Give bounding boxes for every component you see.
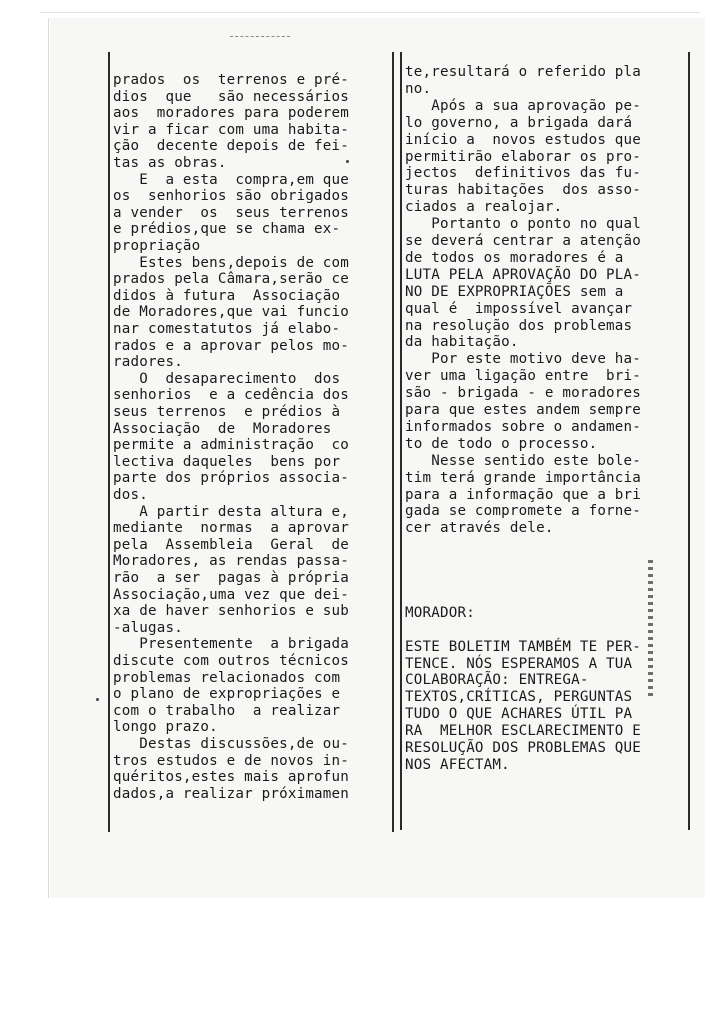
left-column-line: a vender os seus terrenos [113,204,350,221]
left-column-line: dos. [113,487,148,503]
left-column-line: com o trabalho a realizar [113,702,341,719]
page-top-edge [40,12,700,13]
right-column-line: gada se compromete a forne- [405,503,642,520]
right-column-line: turas habitações dos asso- [405,182,642,199]
left-column-line: propriação [113,238,201,254]
right-column-line: tim terá grande importância [405,469,642,486]
left-column-line: ção decente depois de fei- [113,138,350,155]
left-column [108,52,394,832]
left-column-line: de Moradores,que vai funcio [113,304,350,321]
left-column-line: Moradores, as rendas passa- [113,553,350,570]
right-column-line: informados sobre o andamen- [405,418,642,435]
left-column-line: discute com outros técnicos [113,653,350,669]
left-column-line: Associação de Moradores [113,420,332,437]
left-column-line: Estes bens,depois de com [113,254,350,271]
right-column-line: se deverá centrar a atenção [405,233,642,249]
left-column-line: -alugas. [113,619,183,636]
left-column-line: e prédios,que se chama ex- [113,221,341,238]
right-column-line: TUDO O QUE ACHARES ÚTIL PA [405,706,633,723]
right-column-line: to de todo o processo. [405,435,598,452]
left-column-line: aos moradores para poderem [113,105,350,122]
page-left-edge [48,18,49,898]
left-column-line: rão a ser pagas à própria [113,570,350,586]
right-column-line: para que estes andem sempre [405,402,642,418]
left-column-line: rados e a aprovar pelos mo- [113,337,350,354]
left-column-line: vir a ficar com uma habita- [113,121,350,138]
left-column-line: o plano de expropriações e [113,686,341,703]
left-column-line: longo prazo. [113,719,218,736]
right-column-line: permitirão elaborar os pro- [405,148,642,165]
left-column-line: problemas relacionados com [113,669,341,686]
right-column-line: ESTE BOLETIM TAMBÉM TE PER- [405,638,642,655]
right-column-line: Portanto o ponto no qual [405,216,642,233]
right-column-line: COLABORAÇÃO: ENTREGA- [405,672,589,689]
right-column-line: NOS AFECTAM. [405,756,510,773]
right-column-line: NO DE EXPROPRIAÇÕES sem a [405,283,624,300]
scan-bleed-marks [648,560,653,700]
left-column-line: dios que são necessários [113,88,350,105]
left-column-line: tas as obras. [113,155,227,171]
scan-speck [96,698,99,701]
page-top-marks [230,36,290,39]
right-column-line: ver uma ligação entre bri- [405,368,642,385]
left-column-line: Destas discussões,de ou- [113,736,350,752]
left-column-line: dados,a realizar próximamen [113,785,350,802]
left-column-line: pela Assembleia Geral de [113,536,350,553]
right-column-line: de todos os moradores é a [405,249,624,266]
left-column-line: prados os terrenos e pré- [113,72,350,88]
left-column-line: tros estudos e de novos in- [113,752,350,769]
right-column-line: TENCE. NÓS ESPERAMOS A TUA [405,655,633,672]
right-column-line: te,resultará o referido pla [405,64,642,80]
left-column-line: permite a administração co [113,437,350,454]
right-column-line: jectos definitivos das fu- [405,165,642,182]
right-column-line: TEXTOS,CRÍTICAS, PERGUNTAS [405,689,633,706]
right-column-line: da habitação. [405,334,519,351]
left-column-line: mediante normas a aprovar [113,520,350,537]
left-column-line: xa de haver senhorios e sub [113,603,350,620]
left-column-line: lectiva daqueles bens por [113,453,341,470]
left-column-line: prados pela Câmara,serão ce [113,271,350,288]
right-column-line: Após a sua aprovação pe- [405,97,642,114]
right-column-line: na resolução dos problemas [405,317,633,334]
left-column-line: os senhorios são obrigados [113,188,350,205]
left-column-line: O desaparecimento dos [113,370,341,387]
left-column-line: senhorios e a cedência dos [113,387,350,404]
left-column-line: Associação,uma vez que dei- [113,586,350,603]
right-column-line: cer através dele. [405,520,554,537]
right-column-line: LUTA PELA APROVAÇÃO DO PLA- [405,266,642,283]
left-column-line: nar comestatutos já elabo- [113,321,341,337]
right-column-line: início a novos estudos que [405,131,642,148]
left-column-line: quéritos,estes mais aprofun [113,769,350,786]
right-column-line: ciados a realojar. [405,199,563,216]
right-column [400,52,690,830]
right-column-line: são - brigada - e moradores [405,385,642,402]
left-column-line: A partir desta altura e, [113,503,350,520]
right-column-line: lo governo, a brigada dará [405,114,633,131]
right-column-line: para a informação que a bri [405,486,642,503]
right-column-line: MORADOR: [405,604,475,621]
left-column-line: radores. [113,354,183,371]
left-column-line: parte dos próprios associa- [113,470,350,487]
right-column-line: Por este motivo deve ha- [405,351,642,368]
left-column-line: didos à futura Associação [113,287,341,304]
scan-speck [346,160,349,163]
right-column-line: qual é impossível avançar [405,300,633,317]
right-column-line: RESOLUÇÃO DOS PROBLEMAS QUE [405,740,642,756]
left-column-line: Presentemente a brigada [113,636,350,653]
right-column-line: no. [405,80,432,97]
left-column-line: E a esta compra,em que [113,171,350,188]
right-column-line: RA MELHOR ESCLARECIMENTO E [405,723,642,740]
right-column-line: Nesse sentido este bole- [405,452,642,469]
left-column-line: seus terrenos e prédios à [113,404,341,420]
